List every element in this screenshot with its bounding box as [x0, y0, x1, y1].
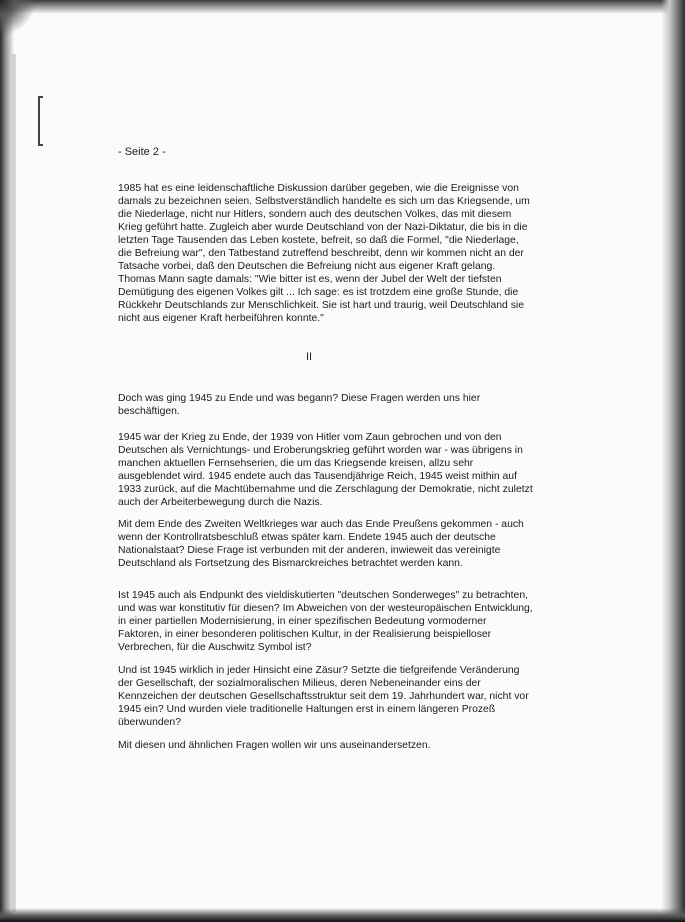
paragraph-1: 1985 hat es eine leidenschaftliche Diskussion darüber gegeben, wie die Ereignisse von damals zu bezeichnen seien. Selbstverständlich handelte es sich um das Kriegsende, um die Niederlage, nicht nur Hitlers, sondern auch des deutschen Volkes, das mit diesem Krieg geführt hatte. Zugleich aber wurde Deutschland von der Nazi-Diktatur, die bis in die letzten Tage Tausenden das Leben kostete, befreit, so daß die Formel, "die Niederlage, die Befreiung war", den Tatbestand zutreffend beschreibt, denn wir kommen nicht an der Tatsache vorbei, daß den Deutschen die Befreiung nicht aus eigener Kraft gelang. Thomas Mann sagte damals: "Wie bitter ist es, wenn der Jubel der Welt der tiefsten Demütigung des eigenen Volkes gilt ... Ich sage: es ist trotzdem eine große Stunde, die Rückkehr Deutschlands zur Menschlichkeit. Sie ist hart und traurig, weil Deutschland sie nicht aus eigener Kraft herbeiführen konnte."	[118, 183, 530, 324]
scan-corner-shadow	[0, 0, 40, 40]
paragraph-5: Ist 1945 auch als Endpunkt des vieldiskutierten "deutschen Sonderweges" zu betrachten, und was war konstitutiv für diesen? Im Abweichen von der westeuropäischen Entwicklung, in einer partiellen Modernisierung, in einer spezifischen Bedeutung vormoderner Faktoren, in einer besonderen politischen Kultur, in der Realisierung beispielloser Verbrechen, für die Auschwitz Symbol ist?	[118, 590, 533, 653]
section-numeral: II	[306, 351, 313, 363]
paragraph-3: 1945 war der Krieg zu Ende, der 1939 von Hitler vom Zaun gebrochen und von den Deutschen als Vernichtungs- und Eroberungskrieg geführt worden war - was übrigens in manchen aktuellen Fernsehserien, die um das Kriegsende kreisen, allzu sehr ausgeblendet wird. 1945 endete auch das Tausendjährige Reich, 1945 weist mithin auf 1933 zurück, auf die Machtübernahme und die Zerschlagung der Demokratie, nicht zuletzt auch der Arbeiterbewegung durch die Nazis.	[118, 432, 533, 508]
scan-edge-left	[0, 0, 14, 922]
paragraph-6: Und ist 1945 wirklich in jeder Hinsicht eine Zäsur? Setzte die tiefgreifende Veränderung der Gesellschaft, der sozialmoralischen Milieus, deren Nebeneinander eins der Kennzeichen der deutschen Gesellschaftsstruktur seit dem 19. Jahrhundert war, nicht vor 1945 ein? Und wurden viele traditionelle Haltungen erst in einem längeren Prozeß überwunden?	[118, 665, 529, 728]
page-number-header: - Seite 2 -	[118, 146, 166, 158]
paragraph-7: Mit diesen und ähnlichen Fragen wollen wir uns auseinandersetzen.	[118, 740, 431, 751]
scan-edge-bottom	[0, 908, 685, 922]
scan-edge-right	[661, 0, 685, 922]
paragraph-4: Mit dem Ende des Zweiten Weltkrieges war auch das Ende Preußens gekommen - auch wenn der Kontrollratsbeschluß etwas später kam. Endete 1945 auch der deutsche Nationalstaat? Diese Frage ist verbunden mit der anderen, inwieweit das vereinigte Deutschland als Fortsetzung des Bismarckreiches betrachtet werden kann.	[118, 519, 524, 569]
staple-mark	[38, 96, 43, 146]
scan-edge-top	[0, 0, 685, 14]
paragraph-2: Doch was ging 1945 zu Ende und was begann? Diese Fragen werden uns hier beschäftigen.	[118, 393, 481, 417]
